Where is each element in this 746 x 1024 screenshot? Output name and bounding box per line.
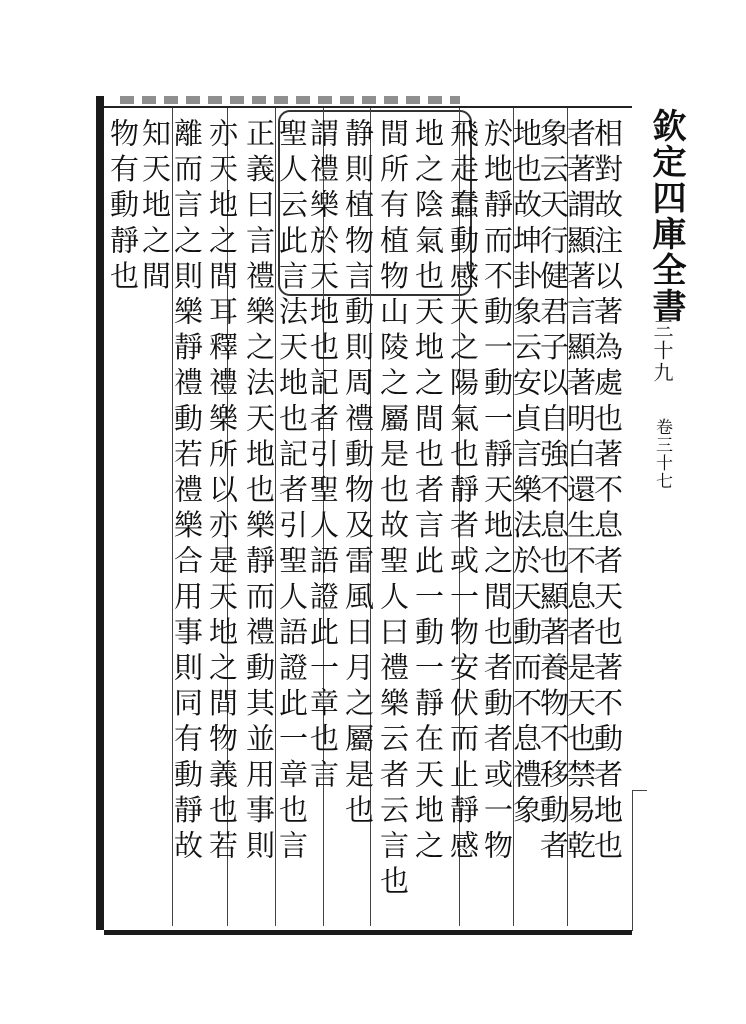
text-column-3: 象云天行健君子以自強不息也顯著養物不移動者 bbox=[536, 118, 570, 866]
text-column-11: 聖人云此言法天地也記者引聖人語證此一章也言 bbox=[275, 118, 309, 866]
text-column-13: 亦天地之間耳釋禮樂所以亦是天地之間物義也若 bbox=[205, 118, 239, 866]
left-binding-edge bbox=[96, 96, 104, 930]
page-number: 三十九 bbox=[650, 318, 674, 384]
volume-number: 卷三十七 bbox=[652, 418, 672, 490]
text-column-2: 者著謂顯著言顯著明白還生不息者是天也禁易乾 bbox=[563, 118, 597, 866]
text-column-14: 離而言之則樂靜禮動若禮樂合用事則同有動靜故 bbox=[170, 118, 204, 866]
text-column-10: 謂禮樂於天地也記者引聖人語證此一章也言 bbox=[306, 118, 340, 795]
right-edge-mark bbox=[632, 790, 647, 931]
text-column-7: 地之陰氣也天地之間也者言此一動一靜在天地之 bbox=[411, 118, 445, 866]
text-column-16: 物有動靜也 bbox=[106, 118, 140, 296]
text-column-9: 静則植物言動則周禮動物及雷風日月之屬是也 bbox=[341, 118, 375, 830]
text-column-8: 間所有植物山陵之屬是也故聖人曰禮樂云者云言也 bbox=[376, 118, 410, 902]
text-column-15: 知天地之間 bbox=[138, 118, 172, 296]
book-title: 欽定四庫全書 bbox=[646, 108, 686, 324]
text-column-12: 正義曰言禮樂之法天地也樂靜而禮動其並用事則 bbox=[242, 118, 276, 866]
text-column-5: 於地靜而不動一動一靜天地之間也者動者或一物 bbox=[480, 118, 514, 866]
text-column-1: 相對故注以著為處也著不息者天也著不動者地也 bbox=[590, 118, 624, 866]
text-column-4: 地也故坤卦象云安貞言樂法於天動而不息禮象 bbox=[509, 118, 543, 830]
text-column-6: 飛走蠢動感天之陽氣也靜者或一物安伏而止靜感 bbox=[446, 118, 480, 866]
top-border-strip bbox=[120, 96, 460, 104]
